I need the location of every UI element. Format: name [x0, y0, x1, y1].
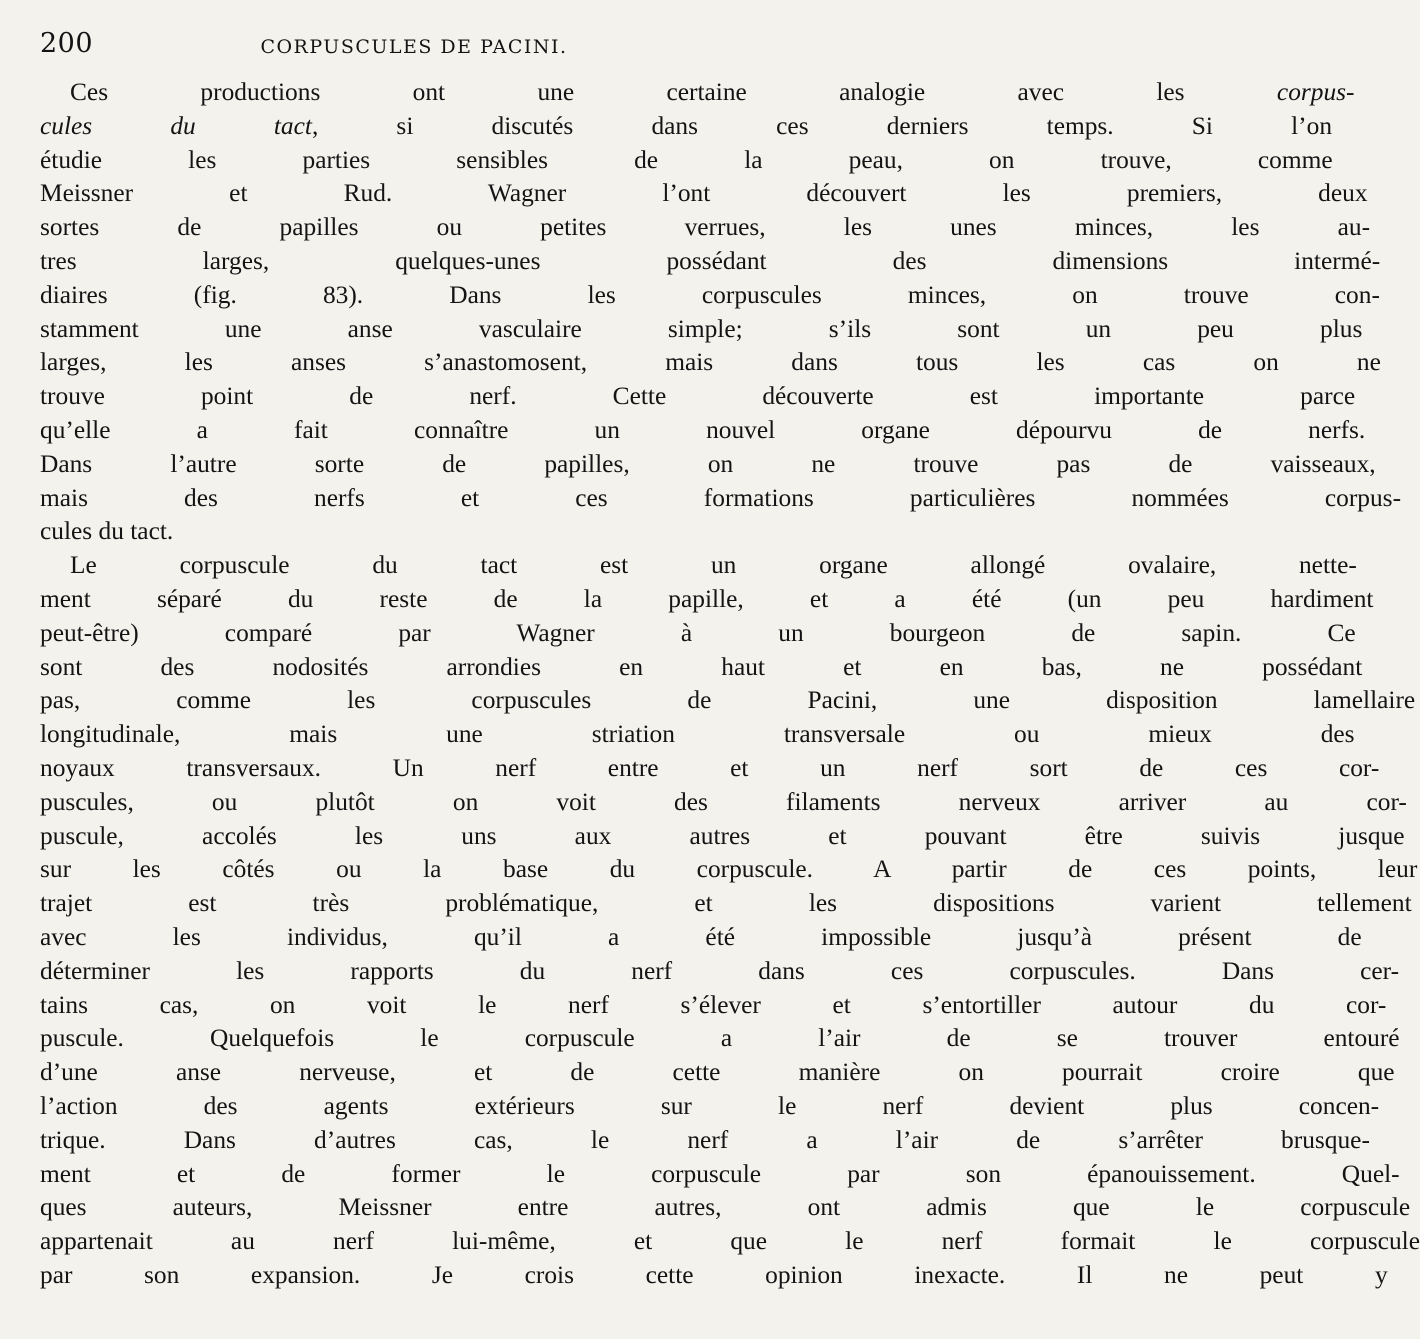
text-line: cules du tact, si discutés dans ces derniers temps. Si l’on	[40, 111, 1333, 140]
text-line: appartenait au nerf lui-même, et que le nerf formait le corpuscule	[40, 1227, 1420, 1256]
text-line: déterminer les rapports du nerf dans ces corpuscules. Dans cer-	[40, 956, 1400, 985]
text-line: tres larges, quelques-unes possédant des dimensions intermé-	[40, 246, 1381, 275]
text-line: puscule. Quelquefois le corpuscule a l’air de se trouver entouré	[40, 1024, 1400, 1053]
text-line: stamment une anse vasculaire simple; s’ils sont un peu plus	[40, 314, 1363, 343]
text-line: diaires (fig. 83). Dans les corpuscules minces, on trouve con-	[40, 280, 1380, 309]
text-line: puscules, ou plutôt on voit des filaments nerveux arriver au cor-	[40, 787, 1407, 816]
text-line: noyaux transversaux. Un nerf entre et un nerf sort de ces cor-	[40, 753, 1380, 782]
text-line: cules du tact.	[40, 517, 174, 546]
text-line: longitudinale, mais une striation transversale ou mieux des	[40, 720, 1355, 749]
text-line: puscule, accolés les uns aux autres et pouvant être suivis jusque	[40, 821, 1405, 850]
text-line: Dans l’autre sorte de papilles, on ne trouve pas de vaisseaux,	[40, 449, 1376, 478]
text-line: l’action des agents extérieurs sur le nerf devient plus concen-	[40, 1091, 1380, 1120]
text-line: avec les individus, qu’il a été impossible jusqu’à présent de	[40, 922, 1362, 951]
paragraph-1	[40, 76, 1402, 549]
paragraph-2	[40, 549, 1420, 1293]
body-text	[40, 76, 1420, 1293]
text-line: sortes de papilles ou petites verrues, les unes minces, les au-	[40, 213, 1371, 242]
running-head: CORPUSCULES DE PACINI.	[260, 36, 568, 58]
text-line: sur les côtés ou la base du corpuscule. A partir de ces points, leur	[40, 855, 1418, 884]
page-header	[40, 28, 758, 70]
text-line: peut-être) comparé par Wagner à un bourgeon de sapin. Ce	[40, 618, 1356, 647]
text-line: trique. Dans d’autres cas, le nerf a l’air de s’arrêter brusque-	[40, 1125, 1370, 1154]
text-line: ment et de former le corpuscule par son épanouissement. Quel-	[40, 1159, 1400, 1188]
text-line: étudie les parties sensibles de la peau, on trouve, comme	[40, 145, 1333, 174]
text-line: qu’elle a fait connaître un nouvel organe dépourvu de nerfs.	[40, 415, 1366, 444]
text-line: mais des nerfs et ces formations particulières nommées corpus-	[40, 483, 1402, 512]
text-line: Meissner et Rud. Wagner l’ont découvert les premiers, deux	[40, 179, 1368, 208]
text-line: sont des nodosités arrondies en haut et en bas, ne possédant	[40, 652, 1363, 681]
page-number: 200	[40, 28, 94, 59]
text-line: tains cas, on voit le nerf s’élever et s’entortiller autour du cor-	[40, 990, 1387, 1019]
text-line: Le corpuscule du tact est un organe allongé ovalaire, nette-	[70, 551, 1357, 580]
text-line: larges, les anses s’anastomosent, mais dans tous les cas on ne	[40, 348, 1381, 377]
text-line: ques auteurs, Meissner entre autres, ont admis que le corpuscule	[40, 1193, 1411, 1222]
text-line: d’une anse nerveuse, et de cette manière on pourrait croire que	[40, 1058, 1395, 1087]
text-line: ment séparé du reste de la papille, et a été (un peu hardiment	[40, 584, 1374, 613]
text-line: trajet est très problématique, et les dispositions varient tellement	[40, 889, 1412, 918]
text-line: Ces productions ont une certaine analogie avec les corpus-	[70, 78, 1355, 106]
text-line: par son expansion. Je crois cette opinion inexacte. Il ne peut y	[40, 1260, 1388, 1289]
text-line: pas, comme les corpuscules de Pacini, une disposition lamellaire	[40, 686, 1416, 715]
text-line: trouve point de nerf. Cette découverte est importante parce	[40, 382, 1356, 411]
